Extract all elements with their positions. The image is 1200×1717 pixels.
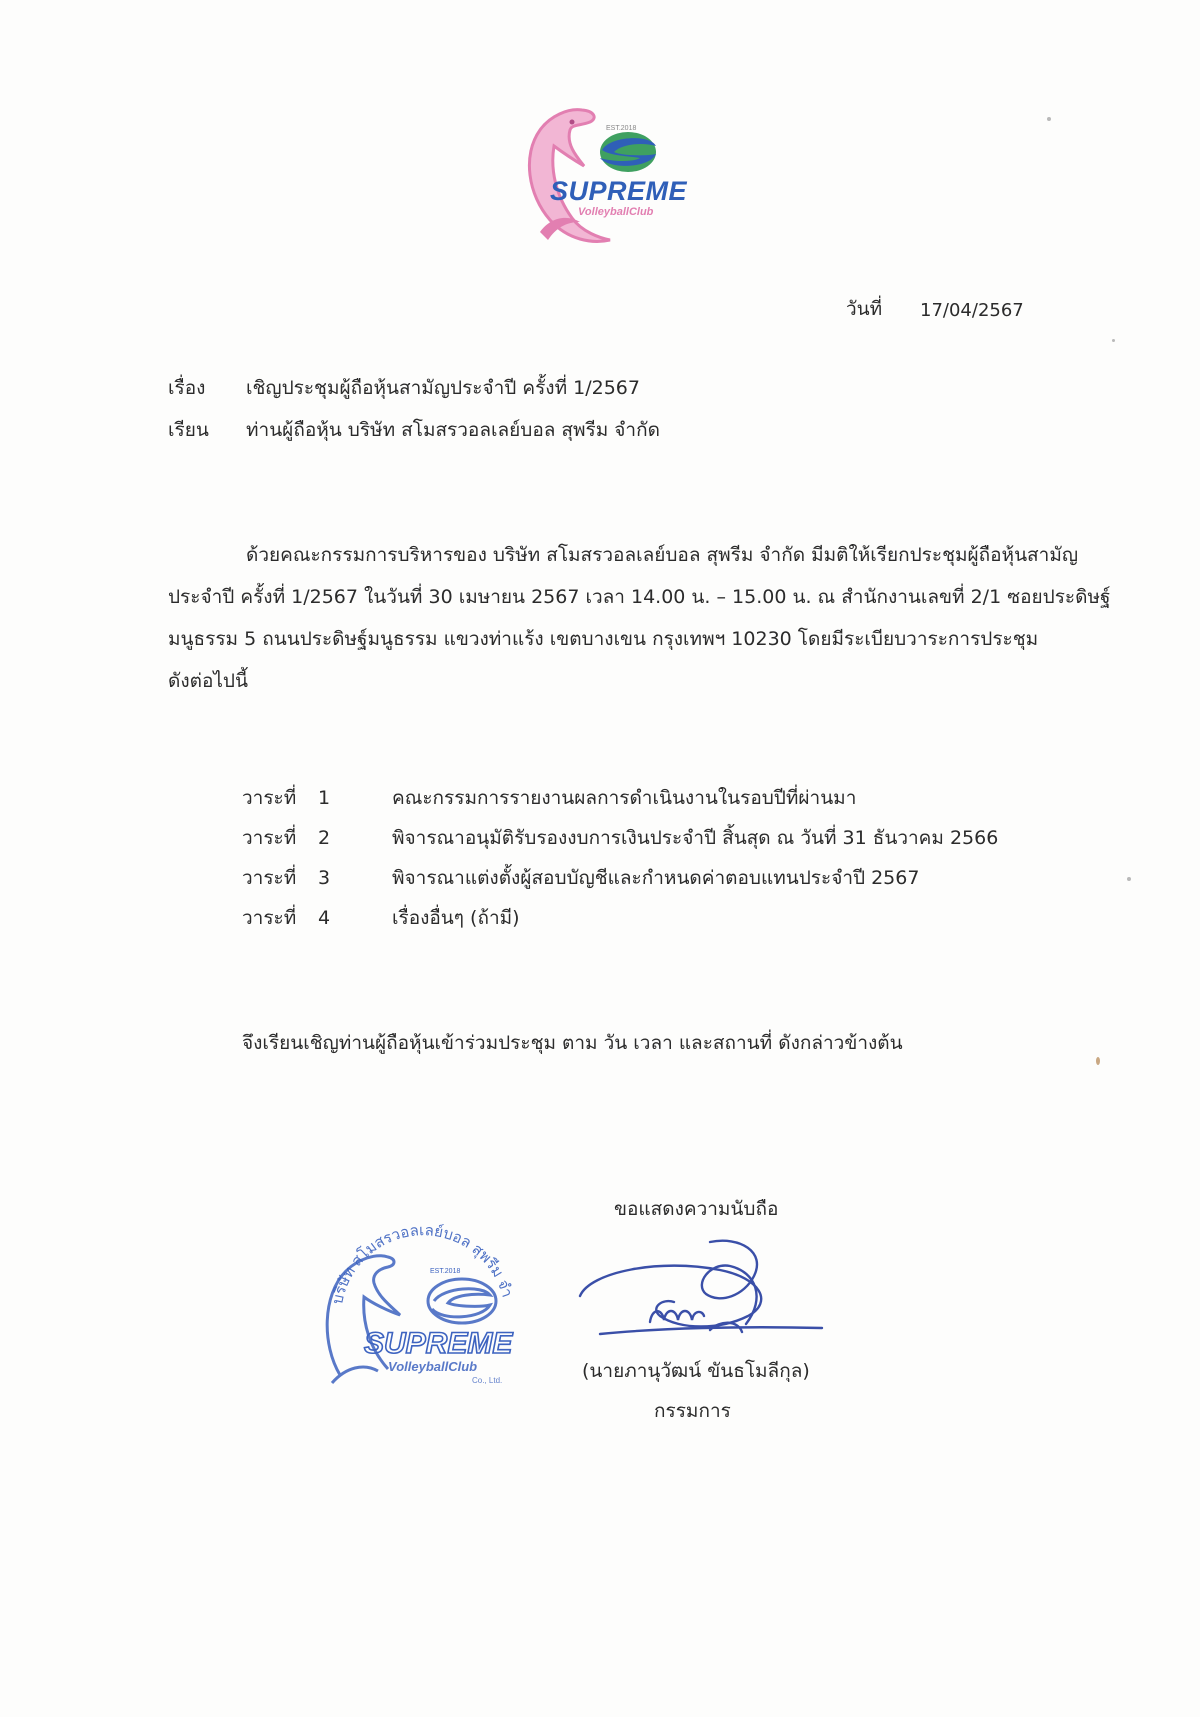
agenda-label: วาระที่ — [242, 867, 297, 889]
date-value: 17/04/2567 — [920, 300, 1024, 321]
stamp-arc-text: บริษัท สโมสรวอลเลย์บอล สุพรีม จำ — [329, 1222, 516, 1306]
handwritten-signature — [570, 1236, 830, 1346]
stamp-tagline: VolleyballClub — [388, 1359, 478, 1374]
body-line: ประจำปี ครั้งที่ 1/2567 ในวันที่ 30 เมษายน 2567 เวลา 14.00 น. – 15.00 น. ณ สำนักงานเลขที่ 2/1 ซอยประดิษฐ์ — [168, 586, 1111, 608]
signer-position: กรรมการ — [654, 1400, 731, 1422]
body-line: ด้วยคณะกรรมการบริหารของ บริษัท สโมสรวอลเลย์บอล สุพรีม จำกัด มีมติให้เรียกประชุมผู้ถือหุ้นสามัญ — [246, 544, 1079, 566]
company-stamp — [312, 1185, 532, 1395]
agenda-label: วาระที่ — [242, 907, 297, 929]
agenda-label: วาระที่ — [242, 827, 297, 849]
recipient-text: ท่านผู้ถือหุ้น บริษัท สโมสรวอลเลย์บอล สุพรีม จำกัด — [246, 419, 660, 441]
stamp-co: Co., Ltd. — [472, 1376, 503, 1385]
stamp-seal-icon — [312, 1185, 532, 1395]
agenda-list — [242, 785, 1042, 945]
body-line: ดังต่อไปนี้ — [168, 670, 248, 692]
subject-text: เชิญประชุมผู้ถือหุ้นสามัญประจำปี ครั้งที่ 1/2567 — [246, 377, 640, 399]
body-line: มนูธรรม 5 ถนนประดิษฐ์มนูธรรม แขวงท่าแร้ง เขตบางเขน กรุงเทพฯ 10230 โดยมีระเบียบวาระการประชุม — [168, 628, 1039, 650]
closing-text: จึงเรียนเชิญท่านผู้ถือหุ้นเข้าร่วมประชุม ตาม วัน เวลา และสถานที่ ดังกล่าวข้างต้น — [242, 1032, 903, 1054]
signature-scribble-icon — [570, 1236, 830, 1346]
scan-speck — [1096, 1057, 1100, 1065]
agenda-number: 3 — [318, 867, 331, 889]
stamp-est: EST.2018 — [430, 1268, 461, 1275]
agenda-number: 4 — [318, 907, 331, 929]
logo-tagline: VolleyballClub — [578, 206, 654, 218]
date-label: วันที่ — [846, 298, 883, 320]
agenda-text: คณะกรรมการรายงานผลการดำเนินงานในรอบปีที่ผ่านมา — [392, 787, 857, 809]
signer-name: (นายภานุวัฒน์ ขันธโมลีกุล) — [582, 1360, 810, 1382]
agenda-text: พิจารณาแต่งตั้งผู้สอบบัญชีและกำหนดค่าตอบแทนประจำปี 2567 — [392, 867, 920, 889]
agenda-text: พิจารณาอนุมัติรับรองงบการเงินประจำปี สิ้นสุด ณ วันที่ 31 ธันวาคม 2566 — [392, 827, 999, 849]
scan-speck — [1112, 339, 1115, 342]
stamp-brand: SUPREME — [364, 1327, 513, 1360]
recipient-label: เรียน — [168, 419, 209, 441]
agenda-number: 2 — [318, 827, 331, 849]
svg-text:EST.2018: EST.2018 — [606, 125, 637, 132]
subject-label: เรื่อง — [168, 377, 206, 399]
regards-text: ขอแสดงความนับถือ — [614, 1198, 779, 1220]
scan-speck — [1047, 117, 1051, 121]
dolphin-logo-icon — [510, 100, 710, 245]
supreme-logo — [510, 100, 710, 245]
agenda-text: เรื่องอื่นๆ (ถ้ามี) — [392, 907, 520, 929]
logo-brand: SUPREME — [550, 176, 688, 206]
agenda-number: 1 — [318, 787, 331, 809]
agenda-label: วาระที่ — [242, 787, 297, 809]
scan-speck — [1127, 877, 1131, 881]
